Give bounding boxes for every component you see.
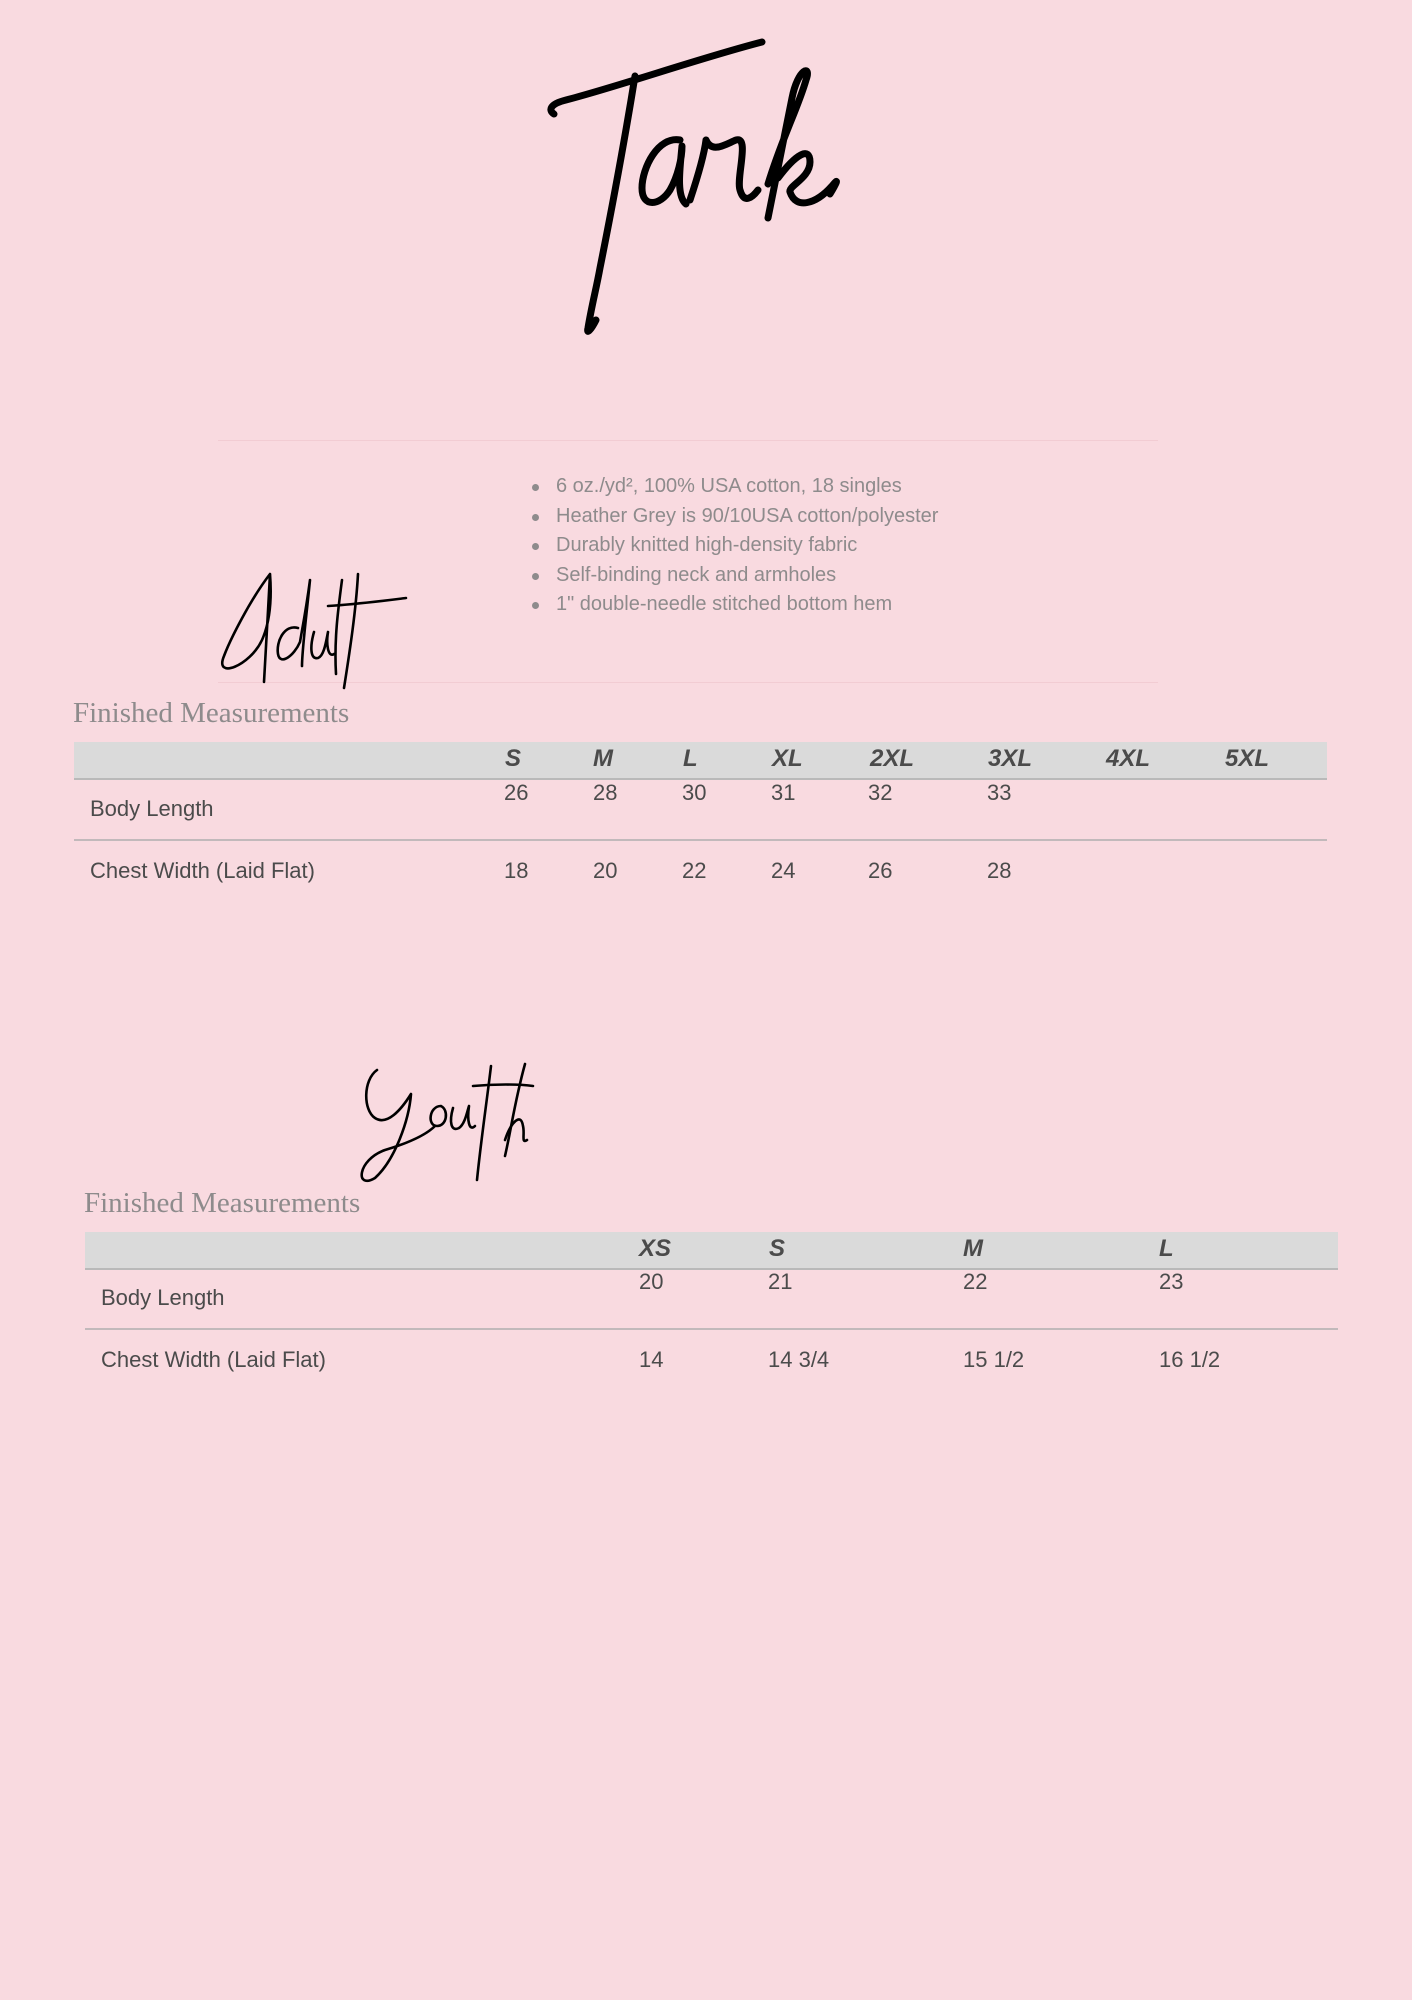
size-header-2xl: 2XL bbox=[870, 745, 915, 772]
table-cell: 26 bbox=[868, 858, 893, 883]
size-header-l: L bbox=[1159, 1235, 1174, 1262]
tank-script-title bbox=[530, 28, 850, 348]
top-divider bbox=[218, 440, 1158, 441]
bullet-icon bbox=[532, 573, 539, 580]
table-cell: 20 bbox=[639, 1269, 664, 1294]
table-cell: 26 bbox=[504, 780, 529, 805]
size-header-xl: XL bbox=[772, 745, 803, 772]
feature-item: Heather Grey is 90/10USA cotton/polyester bbox=[528, 502, 938, 532]
adult-measurements-heading: Finished Measurements bbox=[73, 697, 350, 729]
row-label-chest-width: Chest Width (Laid Flat) bbox=[101, 1347, 326, 1372]
youth-script-label bbox=[355, 1060, 535, 1185]
row-label-body-length: Body Length bbox=[101, 1285, 225, 1310]
size-header-l: L bbox=[683, 745, 698, 772]
table-cell: 22 bbox=[682, 858, 707, 883]
table-cell: 32 bbox=[868, 780, 893, 805]
feature-item: Durably knitted high-density fabric bbox=[528, 531, 938, 561]
table-cell: 22 bbox=[963, 1269, 988, 1294]
table-cell: 20 bbox=[593, 858, 618, 883]
table-cell: 24 bbox=[771, 858, 796, 883]
youth-table-header bbox=[85, 1232, 1338, 1270]
row-divider bbox=[85, 1328, 1338, 1330]
table-cell: 16 1/2 bbox=[1159, 1347, 1221, 1372]
row-label-chest-width: Chest Width (Laid Flat) bbox=[90, 858, 315, 883]
table-cell: 31 bbox=[771, 780, 796, 805]
youth-measurements-heading: Finished Measurements bbox=[84, 1187, 361, 1219]
bullet-icon bbox=[532, 514, 539, 521]
table-cell: 33 bbox=[987, 780, 1012, 805]
row-label-body-length: Body Length bbox=[90, 796, 214, 821]
feature-item: 6 oz./yd², 100% USA cotton, 18 singles bbox=[528, 472, 938, 502]
adult-script-label bbox=[210, 570, 410, 690]
table-cell: 14 3/4 bbox=[768, 1347, 830, 1372]
size-header-5xl: 5XL bbox=[1225, 745, 1270, 772]
table-cell: 21 bbox=[768, 1269, 793, 1294]
table-cell: 28 bbox=[987, 858, 1012, 883]
row-divider bbox=[74, 839, 1327, 841]
feature-item: 1" double-needle stitched bottom hem bbox=[528, 590, 938, 620]
size-header-m: M bbox=[593, 745, 613, 772]
size-header-s: S bbox=[769, 1235, 786, 1262]
table-cell: 14 bbox=[639, 1347, 664, 1372]
size-header-s: S bbox=[505, 745, 522, 772]
feature-list bbox=[528, 472, 938, 620]
size-header-4xl: 4XL bbox=[1106, 745, 1151, 772]
feature-item: Self-binding neck and armholes bbox=[528, 561, 938, 591]
bullet-icon bbox=[532, 484, 539, 491]
table-cell: 23 bbox=[1159, 1269, 1184, 1294]
bullet-icon bbox=[532, 543, 539, 550]
size-header-xs: XS bbox=[639, 1235, 672, 1262]
table-cell: 18 bbox=[504, 858, 529, 883]
youth-size-table bbox=[85, 1232, 1338, 1382]
adult-size-table bbox=[74, 742, 1327, 892]
size-header-m: M bbox=[963, 1235, 983, 1262]
table-cell: 15 1/2 bbox=[963, 1347, 1025, 1372]
size-header-3xl: 3XL bbox=[988, 745, 1033, 772]
bullet-icon bbox=[532, 602, 539, 609]
table-cell: 30 bbox=[682, 780, 707, 805]
table-cell: 28 bbox=[593, 780, 618, 805]
